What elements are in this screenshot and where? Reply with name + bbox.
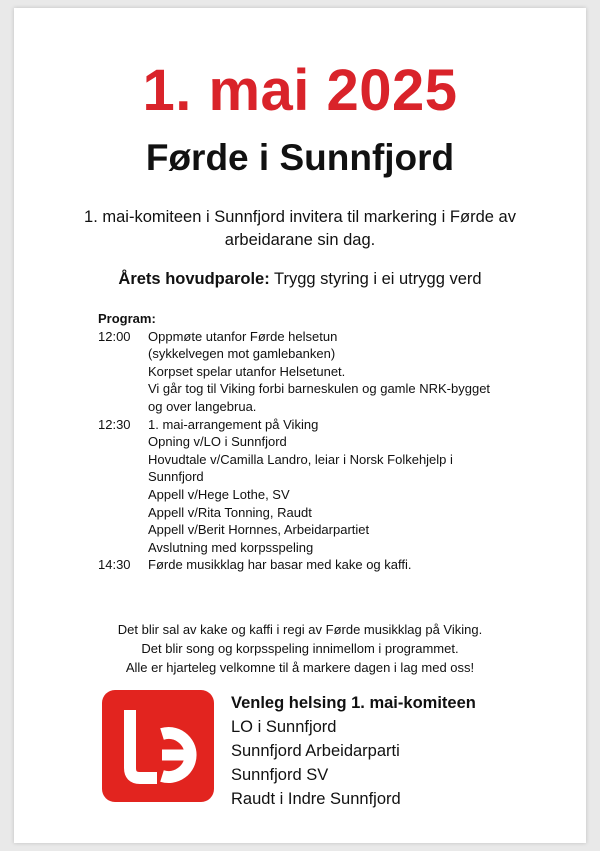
slogan-text: Trygg styring i ei utrygg verd [274,270,482,288]
main-slogan [14,268,586,291]
slot-line: Førde musikklag har basar med kake og kaffi. [148,557,412,573]
slot-time: 12:00 [98,328,131,344]
slot-line: Appell v/Rita Tonning, Raudt [148,504,312,520]
slot-line: Vi går tog til Viking forbi barneskulen og gamle NRK-bygget [148,381,491,397]
slot-line: 1. mai-arrangement på Viking [148,416,319,432]
closing-text [14,620,586,677]
program-schedule [98,310,538,574]
program-slot [98,556,538,574]
program-slot [98,328,538,416]
slogan-label: Årets hovudparole: [118,270,270,288]
slot-lines [148,416,538,557]
slot-time: 14:30 [98,557,131,573]
page-subtitle: Førde i Sunnfjord [145,137,455,178]
closing-line: Det blir sal av kake og kaffi i regi av Førde musikklag på Viking. [117,622,483,637]
signature-greeting: Venleg helsing 1. mai-komiteen [231,694,476,712]
signature-block [231,691,476,811]
signature-org: Sunnfjord SV [231,766,329,784]
program-slot [98,416,538,557]
lo-logo-icon [102,690,214,802]
signature-org: Sunnfjord Arbeidarparti [231,742,400,760]
closing-line: Det blir song og korpsspeling innimellom i programmet. [141,641,459,656]
slot-lines [148,328,538,416]
slot-line: Oppmøte utanfor Førde helsetun [148,328,338,344]
slot-line: Appell v/Hege Lothe, SV [148,486,290,502]
slot-time: 12:30 [98,416,131,432]
slot-line: Opning v/LO i Sunnfjord [148,434,287,450]
intro-text: 1. mai-komiteen i Sunnfjord invitera til markering i Førde av arbeidarane sin dag. [84,208,516,249]
slot-line: Sunnfjord [148,469,204,485]
slot-line: Korpset spelar utanfor Helsetunet. [148,363,346,379]
signature-org: LO i Sunnfjord [231,718,337,736]
page-title: 1. mai 2025 [142,58,458,123]
slot-line: Avslutning med korpsspeling [148,539,314,555]
slot-line: og over langebrua. [148,398,257,414]
slot-line: Hovudtale v/Camilla Landro, leiar i Norsk Folkehjelp i [148,451,453,467]
closing-line: Alle er hjarteleg velkomne til å markere dagen i lag med oss! [125,660,475,675]
program-heading: Program: [98,311,156,326]
slot-line: (sykkelvegen mot gamlebanken) [148,346,336,362]
slot-lines [148,556,538,574]
flyer-page [14,8,586,843]
slot-line: Appell v/Berit Hornnes, Arbeidarpartiet [148,522,370,538]
signature-org: Raudt i Indre Sunnfjord [231,790,401,808]
